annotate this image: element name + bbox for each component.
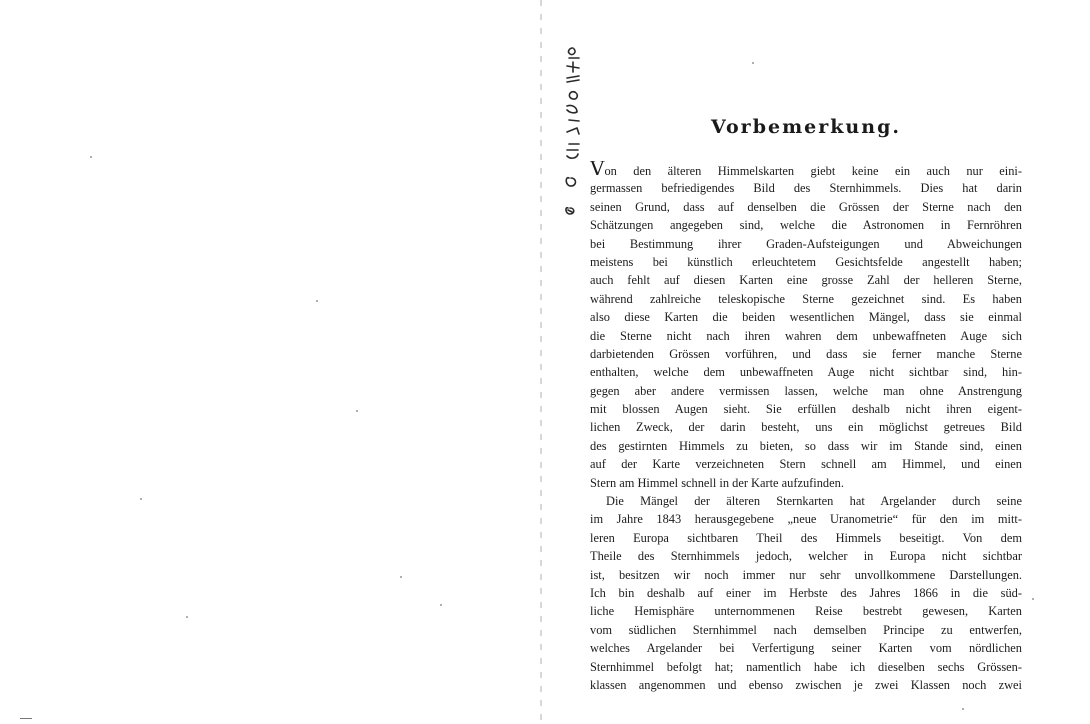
paper-speck [752,62,754,64]
text-line: Schätzungen angegeben sind, welche die Astronomen in Fernröhren [590,218,1022,233]
text-line: Sternhimmel befolgt hat; namentlich habe ich dieselben sechs Grössen- [590,659,1022,674]
initial-letter: V [590,161,605,180]
paper-speck [316,300,318,302]
text-line: Ich bin deshalb auf einer im Herbste des Jahres 1866 in die süd- [590,585,1022,600]
text-line: die Sterne nicht nach ihren wahren dem unbewaffneten Auge sich [590,328,1022,343]
text-line: also diese Karten die beiden wesentlichen Mängel, dass sie einmal [590,310,1022,325]
paper-speck [400,576,402,578]
handwritten-shelf-mark [545,40,595,240]
paper-speck [1032,598,1034,600]
page-title: Vorbemerkung. [711,116,901,138]
text-line: Stern am Himmel schnell in der Karte aufzufinden. [590,475,844,490]
paragraph-1 [590,161,1022,492]
paragraph-2 [590,492,1022,694]
text-line: bei Bestimmung ihrer Graden-Aufsteigungen und Abweichungen [590,236,1022,251]
text-line: gegen aber andere vermissen lassen, welche man ohne Anstrengung [590,383,1022,398]
text-line: Die Mängel der älteren Sternkarten hat Argelander durch seine [606,494,1022,509]
text-line: leren Europa sichtbaren Theil des Himmels beseitigt. Von dem [590,530,1022,545]
text-line: während zahlreiche teleskopische Sterne gezeichnet sind. Es haben [590,291,1022,306]
text-line: ist, besitzen wir noch immer nur sehr unvollkommene Darstellungen. [590,567,1022,582]
text-line: klassen angenommen und ebenso zwischen je zwei Klassen noch zwei [590,677,1022,692]
text-line: auch fehlt auf diesen Karten eine grosse Zahl der helleren Sterne, [590,273,1022,288]
text-line: germassen befriedigendes Bild des Sternhimmels. Dies hat darin [590,181,1022,196]
text-line: darbietenden Grössen vorführen, und dass sie ferner manche Sterne [590,346,1022,361]
paper-speck [962,708,964,710]
body-text [590,161,1022,694]
handwritten-shelf-mark-drawing [545,40,595,240]
paper-speck [186,616,188,618]
text-line: Theile des Sternhimmels jedoch, welcher in Europa nicht sichtbar [590,549,1022,564]
text-line: meistens bei künstlich erleuchtetem Gesichtsfelde angestellt haben; [590,254,1022,269]
text-line: auf der Karte verzeichneten Stern schnell am Himmel, und einen [590,457,1022,472]
text-line: im Jahre 1843 herausgegebene „neue Uranometrie“ für den im mitt- [590,512,1022,527]
paper-speck [140,498,142,500]
text-line: vom südlichen Sternhimmel nach demselben Principe zu entwerfen, [590,622,1022,637]
text-line: des gestirnten Himmels zu bieten, so dass wir im Stande sind, einen [590,438,1022,453]
text-line: seinen Grund, dass auf denselben die Grössen der Sterne nach den [590,199,1022,214]
paper-speck [356,410,358,412]
text-line: liche Hemisphäre unternommenen Reise bestrebt gewesen, Karten [590,604,1022,619]
paper-speck [90,156,92,158]
left-blank-page [0,0,540,724]
text-line: lichen Zweck, der darin besteht, uns ein möglichst getreues Bild [590,420,1022,435]
text-line: Von den älteren Himmelskarten giebt keine ein auch nur eini- [590,161,1022,179]
text-line: welches Argelander bei Verfertigung seiner Karten vom nördlichen [590,641,1022,656]
text-line: enthalten, welche dem unbewaffneten Auge nicht sichtbar sind, hin- [590,365,1022,380]
paper-speck [440,604,442,606]
paper-mark [20,718,32,719]
text-line: mit blossen Augen sieht. Sie erfüllen deshalb nicht ihren eigent- [590,402,1022,417]
